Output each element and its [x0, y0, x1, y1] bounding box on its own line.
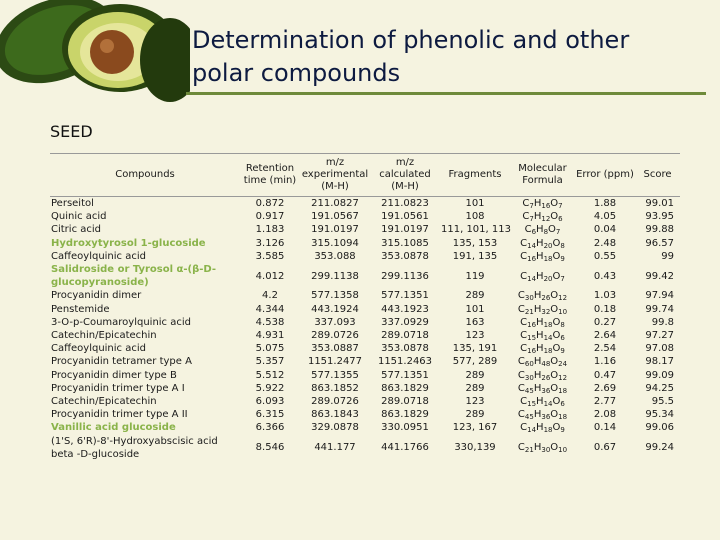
cell-retention-time: 4.538 — [255, 316, 285, 328]
cell-error: 2.08 — [593, 409, 617, 421]
cell-score: 98.17 — [645, 356, 674, 368]
cell-compound: Procyanidin dimer type B — [51, 369, 177, 381]
cell-mz-calculated: 330.0951 — [381, 422, 429, 434]
cell-mz-experimental: 299.1138 — [311, 270, 359, 282]
cell-mz-calculated: 577.1351 — [381, 369, 429, 381]
cell-error: 2.77 — [593, 396, 617, 408]
cell-formula: $C_{45}H_{36}O_{18}$ — [517, 409, 568, 422]
cell-compound: 3-O-p-Coumaroylquinic acid — [51, 316, 191, 328]
cell-fragments: 111, 101, 113 — [441, 224, 511, 236]
cell-error: 0.43 — [593, 270, 617, 282]
cell-fragments: 135, 153 — [452, 237, 498, 249]
cell-mz-experimental: 863.1843 — [311, 409, 359, 421]
cell-retention-time: 4.931 — [255, 330, 285, 342]
cell-error: 2.48 — [593, 237, 617, 249]
cell-fragments: 101 — [465, 198, 485, 209]
cell-fragments: 577, 289 — [452, 356, 498, 368]
table-row — [50, 263, 680, 289]
cell-formula: $C_7H_{12}O_6$ — [522, 211, 563, 224]
cell-mz-calculated: 289.0718 — [381, 330, 429, 342]
cell-compound: Catechin/Epicatechin — [51, 330, 157, 342]
cell-compound: Perseitol — [51, 198, 94, 209]
cell-compound: Caffeoylquinic acid — [51, 343, 146, 355]
cell-mz-experimental: 289.0726 — [311, 396, 359, 408]
section-heading: SEED — [50, 122, 93, 141]
header-mz-calculated: m/z calculated (M-H) — [370, 154, 440, 197]
cell-mz-experimental: 577.1358 — [311, 290, 359, 302]
header-error: Error (ppm) — [575, 154, 635, 197]
cell-fragments: 135, 191 — [452, 343, 498, 355]
cell-fragments: 119 — [465, 270, 485, 282]
cell-mz-calculated: 1151.2463 — [377, 356, 433, 368]
cell-mz-calculated: 441.1766 — [381, 442, 429, 454]
cell-retention-time: 5.512 — [255, 369, 285, 381]
cell-retention-time: 4.344 — [255, 303, 285, 315]
cell-formula: $C_{15}H_{14}O_6$ — [520, 330, 565, 343]
table-row — [50, 395, 680, 408]
cell-error: 2.54 — [593, 343, 617, 355]
cell-score: 99.01 — [645, 198, 674, 209]
cell-score: 99.8 — [651, 316, 674, 328]
table-row — [50, 197, 680, 211]
cell-mz-calculated: 577.1351 — [381, 290, 429, 302]
cell-compound: Procyanidin trimer type A I — [51, 382, 185, 394]
cell-error: 0.04 — [593, 224, 617, 236]
table-row — [50, 289, 680, 302]
cell-fragments: 123 — [465, 396, 485, 408]
cell-formula: $C_7H_{16}O_7$ — [522, 198, 563, 210]
table-row — [50, 329, 680, 342]
cell-error: 1.16 — [593, 356, 617, 368]
cell-fragments: 191, 135 — [452, 250, 498, 262]
cell-compound: Quinic acid — [51, 211, 107, 223]
cell-retention-time: 6.366 — [255, 422, 285, 434]
cell-retention-time: 5.357 — [255, 356, 285, 368]
cell-compound: Procyanidin trimer type A II — [51, 409, 188, 421]
cell-score: 99.24 — [645, 442, 674, 454]
cell-formula: $C_{60}H_{48}O_{24}$ — [517, 356, 568, 369]
cell-score: 99.06 — [645, 422, 674, 434]
cell-mz-experimental: 353.088 — [314, 250, 356, 262]
cell-compound: Citric acid — [51, 224, 101, 236]
cell-score: 99.88 — [645, 224, 674, 236]
page-title: Determination of phenolic and other polar compounds — [192, 26, 630, 87]
cell-formula: $C_{21}H_{30}O_{10}$ — [517, 442, 568, 455]
cell-formula: $C_{14}H_{20}O_7$ — [520, 270, 565, 283]
cell-error: 2.69 — [593, 382, 617, 394]
cell-fragments: 123, 167 — [452, 422, 498, 434]
cell-score: 93.95 — [645, 211, 674, 223]
avocado-illustration — [0, 0, 190, 105]
cell-retention-time: 0.872 — [255, 198, 285, 209]
cell-formula: $C_{14}H_{18}O_9$ — [520, 422, 565, 435]
table-row — [50, 250, 680, 263]
cell-mz-calculated: 337.0929 — [381, 316, 429, 328]
cell-compound: Procyanidin dimer — [51, 290, 142, 302]
table-row — [50, 421, 680, 434]
cell-mz-calculated: 289.0718 — [381, 396, 429, 408]
cell-formula: $C_6H_8O_7$ — [524, 224, 561, 237]
cell-mz-calculated: 211.0823 — [381, 198, 429, 209]
cell-mz-calculated: 191.0561 — [381, 211, 429, 223]
cell-score: 95.34 — [645, 409, 674, 421]
cell-mz-calculated: 299.1136 — [381, 270, 429, 282]
table-row — [50, 369, 680, 382]
cell-score: 96.57 — [645, 237, 674, 249]
cell-mz-experimental: 863.1852 — [311, 382, 359, 394]
header-fragments: Fragments — [440, 154, 510, 197]
cell-mz-calculated: 863.1829 — [381, 409, 429, 421]
cell-formula: $C_{14}H_{20}O_8$ — [520, 237, 565, 250]
cell-retention-time: 4.2 — [262, 290, 278, 302]
cell-formula: $C_{16}H_{18}O_9$ — [520, 343, 565, 356]
cell-mz-calculated: 315.1085 — [381, 237, 429, 249]
cell-compound: Salidroside or Tyrosol α-(β-D-glucopyranoside) — [51, 264, 217, 289]
cell-mz-calculated: 863.1829 — [381, 382, 429, 394]
table-row — [50, 210, 680, 223]
cell-error: 1.03 — [593, 290, 617, 302]
table-row — [50, 237, 680, 250]
cell-error: 0.47 — [593, 369, 617, 381]
cell-fragments: 289 — [465, 409, 485, 421]
cell-mz-experimental: 191.0567 — [311, 211, 359, 223]
cell-mz-experimental: 353.0887 — [311, 343, 359, 355]
cell-error: 1.88 — [593, 198, 617, 209]
cell-mz-experimental: 577.1355 — [311, 369, 359, 381]
cell-formula: $C_{16}H_{18}O_9$ — [520, 250, 565, 263]
cell-score: 97.94 — [645, 290, 674, 302]
cell-score: 99.74 — [645, 303, 674, 315]
cell-mz-calculated: 443.1923 — [381, 303, 429, 315]
cell-mz-experimental: 441.177 — [314, 442, 356, 454]
cell-formula: $C_{21}H_{32}O_{10}$ — [517, 303, 568, 316]
cell-compound: Penstemide — [51, 303, 110, 315]
cell-compound: (1'S, 6'R)-8'-Hydroxyabscisic acid beta -D-glucoside — [51, 435, 218, 460]
cell-mz-experimental: 443.1924 — [311, 303, 359, 315]
cell-retention-time: 4.012 — [255, 270, 285, 282]
header-score: Score — [635, 154, 680, 197]
cell-score: 99 — [661, 250, 674, 262]
table-row — [50, 408, 680, 421]
cell-formula: $C_{15}H_{14}O_6$ — [520, 396, 565, 409]
cell-retention-time: 3.126 — [255, 237, 285, 249]
cell-retention-time: 5.075 — [255, 343, 285, 355]
table-row — [50, 223, 680, 236]
header-molecular-formula: Molecular Formula — [510, 154, 575, 197]
table-row — [50, 435, 680, 461]
cell-compound: Vanillic acid glucoside — [51, 422, 176, 434]
cell-error: 0.55 — [593, 250, 617, 262]
compounds-table — [50, 153, 680, 461]
cell-retention-time: 1.183 — [255, 224, 285, 236]
cell-mz-calculated: 353.0878 — [381, 343, 429, 355]
cell-error: 4.05 — [593, 211, 617, 223]
cell-fragments: 123 — [465, 330, 485, 342]
cell-error: 0.18 — [593, 303, 617, 315]
cell-score: 95.5 — [651, 396, 674, 408]
cell-formula: $C_{16}H_{18}O_8$ — [520, 316, 565, 329]
cell-compound: Procyanidin tetramer type A — [51, 356, 192, 368]
table-row — [50, 303, 680, 316]
cell-retention-time: 6.093 — [255, 396, 285, 408]
cell-score: 99.09 — [645, 369, 674, 381]
cell-retention-time: 8.546 — [255, 442, 285, 454]
header-mz-experimental: m/z experimental (M-H) — [300, 154, 370, 197]
cell-fragments: 330,139 — [454, 442, 496, 454]
cell-fragments: 289 — [465, 290, 485, 302]
cell-error: 0.14 — [593, 422, 617, 434]
cell-formula: $C_{30}H_{26}O_{12}$ — [517, 369, 568, 382]
cell-mz-experimental: 289.0726 — [311, 330, 359, 342]
cell-mz-calculated: 353.0878 — [381, 250, 429, 262]
cell-error: 2.64 — [593, 330, 617, 342]
cell-mz-experimental: 315.1094 — [311, 237, 359, 249]
cell-score: 94.25 — [645, 382, 674, 394]
cell-mz-experimental: 337.093 — [314, 316, 356, 328]
table-row — [50, 355, 680, 368]
cell-retention-time: 6.315 — [255, 409, 285, 421]
cell-compound: Hydroxytyrosol 1-glucoside — [51, 237, 206, 249]
cell-retention-time: 5.922 — [255, 382, 285, 394]
cell-score: 99.42 — [645, 270, 674, 282]
table-row — [50, 382, 680, 395]
cell-compound: Catechin/Epicatechin — [51, 396, 157, 408]
cell-mz-experimental: 329.0878 — [311, 422, 359, 434]
cell-mz-experimental: 191.0197 — [311, 224, 359, 236]
cell-fragments: 101 — [465, 303, 485, 315]
table-header-row — [50, 154, 680, 197]
cell-compound: Caffeoylquinic acid — [51, 250, 146, 262]
cell-score: 97.08 — [645, 343, 674, 355]
cell-mz-experimental: 211.0827 — [311, 198, 359, 209]
cell-mz-calculated: 191.0197 — [381, 224, 429, 236]
header-retention-time: Retention time (min) — [240, 154, 300, 197]
table-body — [50, 197, 680, 462]
cell-mz-experimental: 1151.2477 — [307, 356, 363, 368]
cell-fragments: 163 — [465, 316, 485, 328]
cell-formula: $C_{30}H_{26}O_{12}$ — [517, 290, 568, 303]
table-row — [50, 342, 680, 355]
title-underline — [186, 92, 706, 95]
cell-fragments: 108 — [465, 211, 485, 223]
table-row — [50, 316, 680, 329]
cell-score: 97.27 — [645, 330, 674, 342]
cell-fragments: 289 — [465, 382, 485, 394]
cell-fragments: 289 — [465, 369, 485, 381]
cell-retention-time: 0.917 — [255, 211, 285, 223]
cell-formula: $C_{45}H_{36}O_{18}$ — [517, 382, 568, 395]
cell-error: 0.27 — [593, 316, 617, 328]
cell-error: 0.67 — [593, 442, 617, 454]
header-compounds: Compounds — [50, 154, 240, 197]
cell-retention-time: 3.585 — [255, 250, 285, 262]
